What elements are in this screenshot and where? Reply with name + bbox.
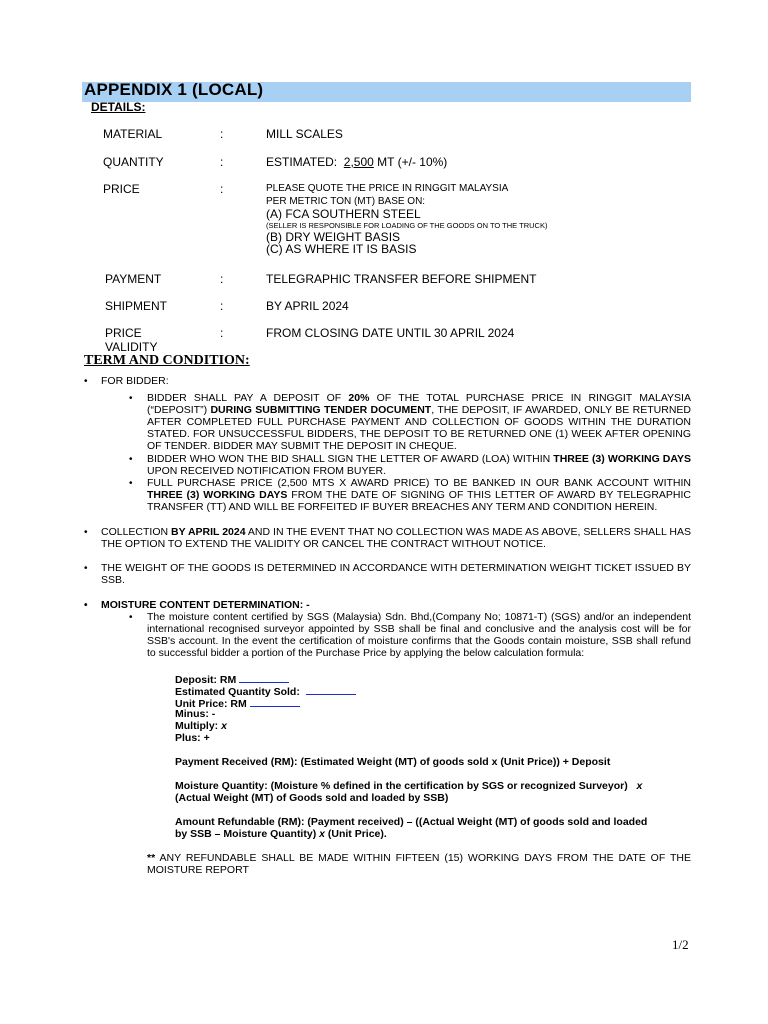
term-letter-of-award [147, 453, 691, 477]
price-details [266, 182, 547, 256]
detail-value-material: MILL SCALES [266, 127, 343, 141]
formula-symbol: x [221, 720, 227, 732]
term-text: BIDDER WHO WON THE BID SHALL SIGN THE LETTER OF AWARD (LOA) WITHIN [147, 453, 554, 465]
formula-text: Moisture Quantity: (Moisture % defined in the certification by SGS or recognized Surveyor) [175, 780, 628, 792]
refund-text: ANY REFUNDABLE SHALL BE MADE WITHIN FIFTEEN (15) WORKING DAYS FROM THE DATE OF THE MOISTURE REPORT [147, 852, 691, 876]
formula-amount-refundable-2 [175, 828, 387, 840]
term-text: FULL PURCHASE PRICE (2,500 MTS X AWARD PRICE) TO BE BANKED IN OUR BANK ACCOUNT WITHIN [147, 477, 691, 489]
bullet: • [129, 393, 133, 404]
blank-line [306, 684, 356, 695]
detail-label-material: MATERIAL [103, 127, 163, 141]
detail-colon: : [220, 326, 224, 340]
appendix-title: APPENDIX 1 (LOCAL) [84, 80, 264, 99]
term-text: COLLECTION [101, 526, 172, 538]
quantity-amount: 2,500 [343, 155, 374, 169]
term-full-purchase-price [147, 477, 691, 513]
quantity-suffix: MT (+/- 10%) [377, 155, 448, 169]
detail-colon: : [220, 272, 224, 286]
bullet: • [84, 600, 88, 611]
formula-moisture-quantity [175, 780, 642, 792]
term-text: BIDDER SHALL PAY A DEPOSIT OF [147, 392, 349, 404]
price-line-2: PER METRIC TON (MT) BASE ON: [266, 195, 426, 207]
detail-label-price: PRICE [103, 182, 140, 196]
price-option-a: (A) FCA SOUTHERN STEEL [266, 207, 421, 221]
formula-moisture-quantity-2: (Actual Weight (MT) of Goods sold and loaded by SSB) [175, 792, 449, 804]
detail-value-quantity [266, 155, 447, 169]
refund-note [147, 852, 691, 876]
bullet: • [84, 563, 88, 574]
moisture-text: The moisture content certified by SGS (Malaysia) Sdn. Bhd,(Company No; 10871-T) (SGS) and/or an independent international recognised surveyor appointed by SSB shall be final and conclusive and the analysis cost will be for SSB's account. In the event the certification of moisture confirms that the Goods contain moisture, SSB shall refund to successful bidder a portion of the Purchase Price by applying the below calculation formula: [147, 611, 691, 659]
price-option-c: (C) AS WHERE IT IS BASIS [266, 242, 417, 256]
blank-line [250, 696, 300, 707]
detail-colon: : [220, 182, 224, 196]
term-text: OF THE TOTAL PURCHASE PRICE IN RINGGIT MALAYSIA (“DEPOSIT”) [147, 392, 691, 416]
detail-label-price-validity: PRICE VALIDITY [105, 326, 158, 354]
formula-label: Deposit: RM [175, 674, 237, 686]
term-text: AND IN THE EVENT THAT NO COLLECTION WAS MADE AS ABOVE, SELLERS SHALL HAS THE OPTION TO EXTEND THE VALIDITY OR CANCEL THE CONTRACT WITHOUT NOTICE. [101, 526, 691, 550]
detail-colon: : [220, 299, 224, 313]
term-emphasis: THREE (3) WORKING DAYS [147, 489, 288, 501]
formula-multiply [175, 720, 227, 732]
detail-label-shipment: SHIPMENT [105, 299, 168, 313]
term-emphasis: THREE (3) WORKING DAYS [553, 453, 692, 465]
term-weight: THE WEIGHT OF THE GOODS IS DETERMINED IN ACCORDANCE WITH DETERMINATION WEIGHT TICKET ISSUED BY SSB. [101, 562, 691, 586]
term-text: UPON RECEIVED NOTIFICATION FROM BUYER. [147, 465, 386, 477]
bullet: • [84, 376, 88, 387]
term-emphasis: 20% [348, 392, 370, 404]
bullet: • [84, 527, 88, 538]
formula-symbol: x [636, 780, 643, 792]
formula-label: Multiply: [175, 720, 222, 732]
formula-amount-refundable: Amount Refundable (RM): (Payment received) – ((Actual Weight (MT) of goods sold and loaded [175, 816, 648, 828]
details-label: DETAILS: [91, 100, 146, 114]
bullet: • [129, 454, 133, 465]
term-deposit [147, 392, 691, 452]
detail-value-payment: TELEGRAPHIC TRANSFER BEFORE SHIPMENT [266, 272, 537, 286]
page-number: 1/2 [672, 937, 689, 952]
blank-line [239, 672, 289, 683]
bullet: • [129, 478, 133, 489]
detail-label-quantity: QUANTITY [103, 155, 164, 169]
for-bidder-label: FOR BIDDER: [101, 375, 169, 387]
terms-heading: TERM AND CONDITION: [84, 353, 250, 368]
detail-value-price-validity: FROM CLOSING DATE UNTIL 30 APRIL 2024 [266, 326, 515, 340]
price-option-b: (B) DRY WEIGHT BASIS [266, 229, 401, 244]
formula-label: Unit Price: RM [175, 698, 247, 710]
formula-plus: Plus: + [175, 732, 210, 744]
detail-colon: : [220, 155, 224, 169]
term-text: , THE DEPOSIT, IF AWARDED, ONLY BE RETURNED AFTER COMPLETED FULL PURCHASE PAYMENT AND COLLECTION OF GOODS WITHIN THE DURATION STATED. FOR UNSUCCESSFUL BIDDERS, THE DEPOSIT TO BE RETURNED ONE (1) WEEK AFTER OPENING OF TENDER. BIDDER MAY SUBMIT THE DEPOSIT IN CHEQUE. [147, 404, 691, 452]
term-collection [101, 526, 691, 550]
term-emphasis: BY APRIL 2024 [171, 526, 246, 538]
term-text: FROM THE DATE OF SIGNING OF THIS LETTER OF AWARD BY TELEGRAPHIC TRANSFER (TT) AND WILL BE FORFEITED IF BUYER BREACHES ANY TERM AND CONDITION HEREIN. [147, 489, 691, 513]
refund-stars: ** [147, 852, 156, 864]
price-option-a-note: (SELLER IS RESPONSIBLE FOR LOADING OF THE GOODS ON TO THE TRUCK) [266, 220, 548, 230]
moisture-heading: MOISTURE CONTENT DETERMINATION: - [101, 599, 310, 611]
formula-text: by SSB – Moisture Quantity) [175, 828, 320, 840]
formula-minus: Minus: - [175, 708, 216, 720]
formula-text: (Unit Price). [324, 828, 387, 840]
detail-value-shipment: BY APRIL 2024 [266, 299, 349, 313]
formula-label: Estimated Quantity Sold: [175, 686, 300, 698]
term-emphasis: DURING SUBMITTING TENDER DOCUMENT [210, 404, 432, 416]
bullet: • [129, 612, 133, 623]
detail-colon: : [220, 127, 224, 141]
price-line-1: PLEASE QUOTE THE PRICE IN RINGGIT MALAYSIA [266, 183, 509, 194]
detail-label-payment: PAYMENT [105, 272, 162, 286]
quantity-prefix: ESTIMATED: [266, 155, 338, 169]
formula-symbol: x [319, 828, 325, 840]
formula-payment-received: Payment Received (RM): (Estimated Weight (MT) of goods sold x (Unit Price)) + Deposit [175, 756, 611, 768]
